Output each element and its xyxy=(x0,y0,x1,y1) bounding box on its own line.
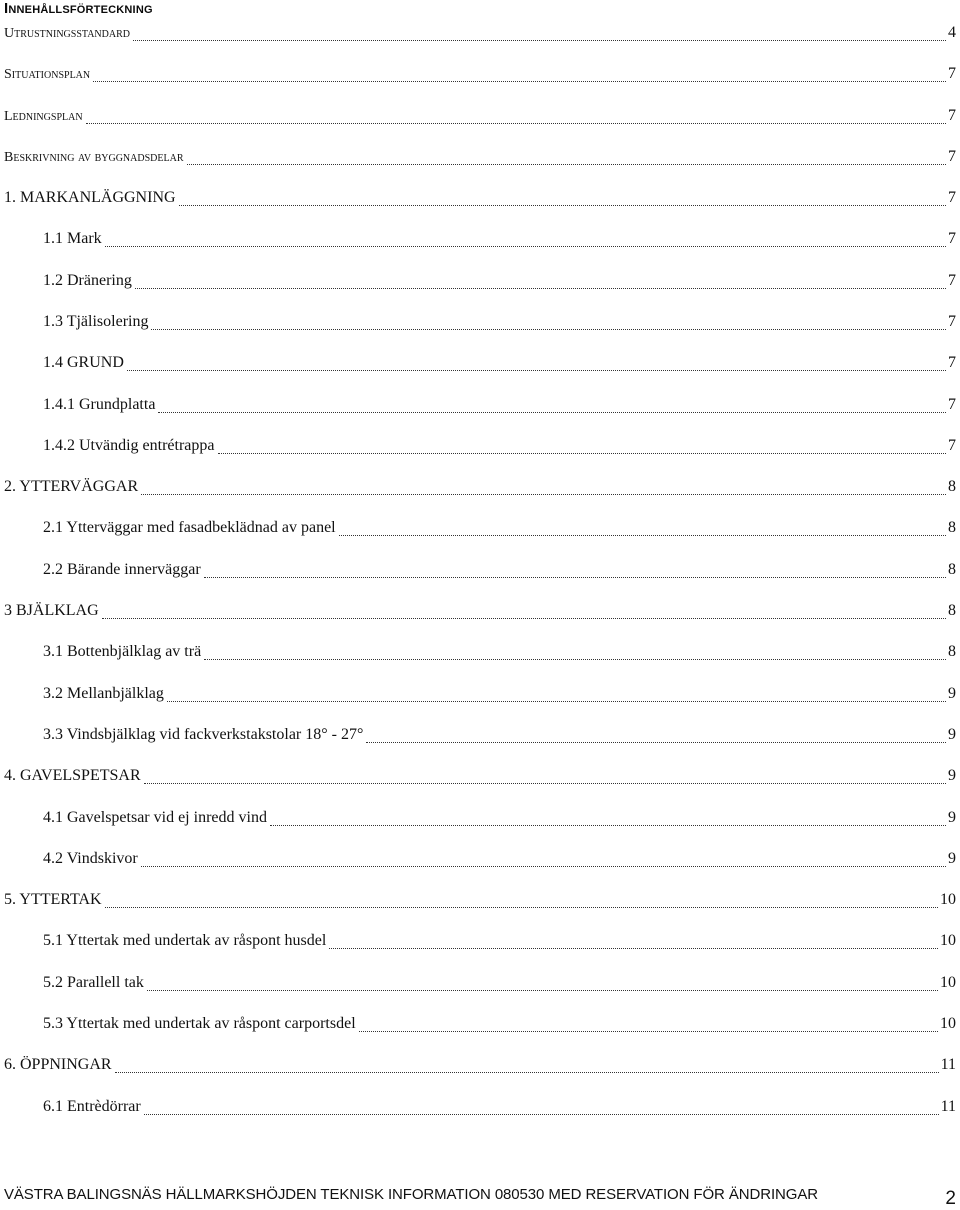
toc-leader-dots xyxy=(105,907,938,908)
toc-entry[interactable] xyxy=(0,107,956,129)
toc-leader-dots xyxy=(167,701,946,702)
toc-entry-title: 1.3 Tjälisolering xyxy=(43,313,149,330)
toc-entry-title: 3.1 Bottenbjälklag av trä xyxy=(43,643,202,660)
toc-leader-dots xyxy=(93,81,946,82)
toc-entry-title: 2. YTTERVÄGGAR xyxy=(4,478,139,495)
toc-leader-dots xyxy=(133,40,946,41)
toc-entry-page: 7 xyxy=(948,230,956,247)
toc-leader-dots xyxy=(144,783,946,784)
toc-leader-dots xyxy=(179,205,946,206)
toc-entry-page: 9 xyxy=(948,685,956,702)
toc-entry-title: 1. MARKANLÄGGNING xyxy=(4,189,176,206)
toc-leader-dots xyxy=(359,1031,938,1032)
toc-entry[interactable] xyxy=(0,1056,956,1078)
toc-leader-dots xyxy=(366,742,946,743)
toc-leader-dots xyxy=(339,535,946,536)
toc-entry[interactable] xyxy=(0,685,956,707)
toc-entry-title: 4.2 Vindskivor xyxy=(43,850,138,867)
toc-leader-dots xyxy=(147,990,938,991)
toc-entry-page: 10 xyxy=(940,1015,956,1032)
toc-entry[interactable] xyxy=(0,437,956,459)
toc-entry-page: 7 xyxy=(948,313,956,330)
toc-entry-page: 7 xyxy=(948,148,956,165)
toc-entry-page: 7 xyxy=(948,396,956,413)
toc-entry-page: 9 xyxy=(948,850,956,867)
toc-entry-title: Situationsplan xyxy=(4,67,91,82)
toc-leader-dots xyxy=(144,1114,939,1115)
toc-entry[interactable] xyxy=(0,850,956,872)
toc-entry[interactable] xyxy=(0,1098,956,1120)
toc-entry-page: 7 xyxy=(948,65,956,82)
toc-entry-page: 8 xyxy=(948,561,956,578)
toc-entry[interactable] xyxy=(0,396,956,418)
toc-entry-title: 3.3 Vindsbjälklag vid fackverkstakstolar 18° - 27° xyxy=(43,726,364,743)
toc-entry[interactable] xyxy=(0,189,956,211)
toc-entry[interactable] xyxy=(0,230,956,252)
toc-entry-page: 7 xyxy=(948,272,956,289)
toc-leader-dots xyxy=(270,825,946,826)
toc-entry-title: 6. ÖPPNINGAR xyxy=(4,1056,112,1073)
toc-entry-page: 8 xyxy=(948,478,956,495)
toc-entry-title: 2.2 Bärande innerväggar xyxy=(43,561,201,578)
toc-entry-title: 5.3 Yttertak med undertak av råspont carportsdel xyxy=(43,1015,356,1032)
toc-entry-page: 10 xyxy=(940,974,956,991)
toc-entry[interactable] xyxy=(0,643,956,665)
toc-entry[interactable] xyxy=(0,1015,956,1037)
toc-entry-page: 7 xyxy=(948,189,956,206)
toc-entry[interactable] xyxy=(0,602,956,624)
toc-entry-title: 1.4 GRUND xyxy=(43,354,124,371)
toc-entry[interactable] xyxy=(0,932,956,954)
toc-entry-title: Utrustningsstandard xyxy=(4,26,130,41)
toc-entry[interactable] xyxy=(0,354,956,376)
toc-entry-page: 8 xyxy=(948,602,956,619)
toc-entry-page: 11 xyxy=(940,1098,956,1115)
toc-entry-title: 6.1 Entrèdörrar xyxy=(43,1098,141,1115)
toc-entry[interactable] xyxy=(0,809,956,831)
toc-entry-page: 7 xyxy=(948,354,956,371)
toc-entry-page: 4 xyxy=(948,24,956,41)
toc-entry-title: 1.2 Dränering xyxy=(43,272,132,289)
toc-leader-dots xyxy=(127,370,946,371)
toc-entry-title: 1.4.2 Utvändig entrétrappa xyxy=(43,437,215,454)
toc-heading: Innehållsförteckning xyxy=(4,0,153,17)
toc-entry-page: 8 xyxy=(948,519,956,536)
toc-entry-title: Beskrivning av byggnadsdelar xyxy=(4,150,184,165)
toc-entry[interactable] xyxy=(0,65,956,87)
toc-entry[interactable] xyxy=(0,24,956,46)
toc-leader-dots xyxy=(86,123,946,124)
toc-entry-title: 3 BJÄLKLAG xyxy=(4,602,99,619)
toc-entry[interactable] xyxy=(0,767,956,789)
toc-entry-title: 4. GAVELSPETSAR xyxy=(4,767,141,784)
toc-entry-page: 9 xyxy=(948,809,956,826)
toc-leader-dots xyxy=(105,246,946,247)
toc-entry[interactable] xyxy=(0,891,956,913)
toc-leader-dots xyxy=(102,618,946,619)
toc-entry[interactable] xyxy=(0,974,956,996)
toc-leader-dots xyxy=(204,659,946,660)
toc-entry[interactable] xyxy=(0,561,956,583)
toc-entry-title: 3.2 Mellanbjälklag xyxy=(43,685,164,702)
toc-entry-title: 5.2 Parallell tak xyxy=(43,974,144,991)
toc-entry-title: 1.4.1 Grundplatta xyxy=(43,396,156,413)
toc-entry-title: 5.1 Yttertak med undertak av råspont husdel xyxy=(43,932,327,949)
footer-text: VÄSTRA BALINGSNÄS HÄLLMARKSHÖJDEN TEKNISK INFORMATION 080530 MED RESERVATION FÖR ÄNDRINGAR xyxy=(4,1186,818,1203)
toc-leader-dots xyxy=(141,866,946,867)
toc-entry[interactable] xyxy=(0,148,956,170)
toc-leader-dots xyxy=(204,577,946,578)
toc-entry-page: 10 xyxy=(940,891,956,908)
toc-leader-dots xyxy=(187,164,947,165)
toc-leader-dots xyxy=(218,453,947,454)
toc-leader-dots xyxy=(135,288,946,289)
toc-leader-dots xyxy=(158,412,946,413)
toc-leader-dots xyxy=(115,1072,939,1073)
toc-entry-page: 7 xyxy=(948,437,956,454)
page-number: 2 xyxy=(945,1188,956,1209)
toc-leader-dots xyxy=(329,948,938,949)
toc-entry-title: 1.1 Mark xyxy=(43,230,102,247)
page-footer xyxy=(4,1183,956,1209)
toc-leader-dots xyxy=(141,494,946,495)
toc-entry-title: 4.1 Gavelspetsar vid ej inredd vind xyxy=(43,809,267,826)
toc-entry[interactable] xyxy=(0,478,956,500)
toc-entry-page: 11 xyxy=(940,1056,956,1073)
toc-entry-page: 9 xyxy=(948,726,956,743)
toc-entry[interactable] xyxy=(0,313,956,335)
toc-entry-page: 9 xyxy=(948,767,956,784)
toc-leader-dots xyxy=(151,329,946,330)
toc-entry-page: 8 xyxy=(948,643,956,660)
toc-entry-page: 10 xyxy=(940,932,956,949)
toc-entry-title: 5. YTTERTAK xyxy=(4,891,102,908)
toc-entry-page: 7 xyxy=(948,107,956,124)
toc-entry[interactable] xyxy=(0,272,956,294)
toc-entry[interactable] xyxy=(0,519,956,541)
toc-entry-title: Ledningsplan xyxy=(4,109,83,124)
toc-entry[interactable] xyxy=(0,726,956,748)
toc-entry-title: 2.1 Ytterväggar med fasadbeklädnad av panel xyxy=(43,519,336,536)
